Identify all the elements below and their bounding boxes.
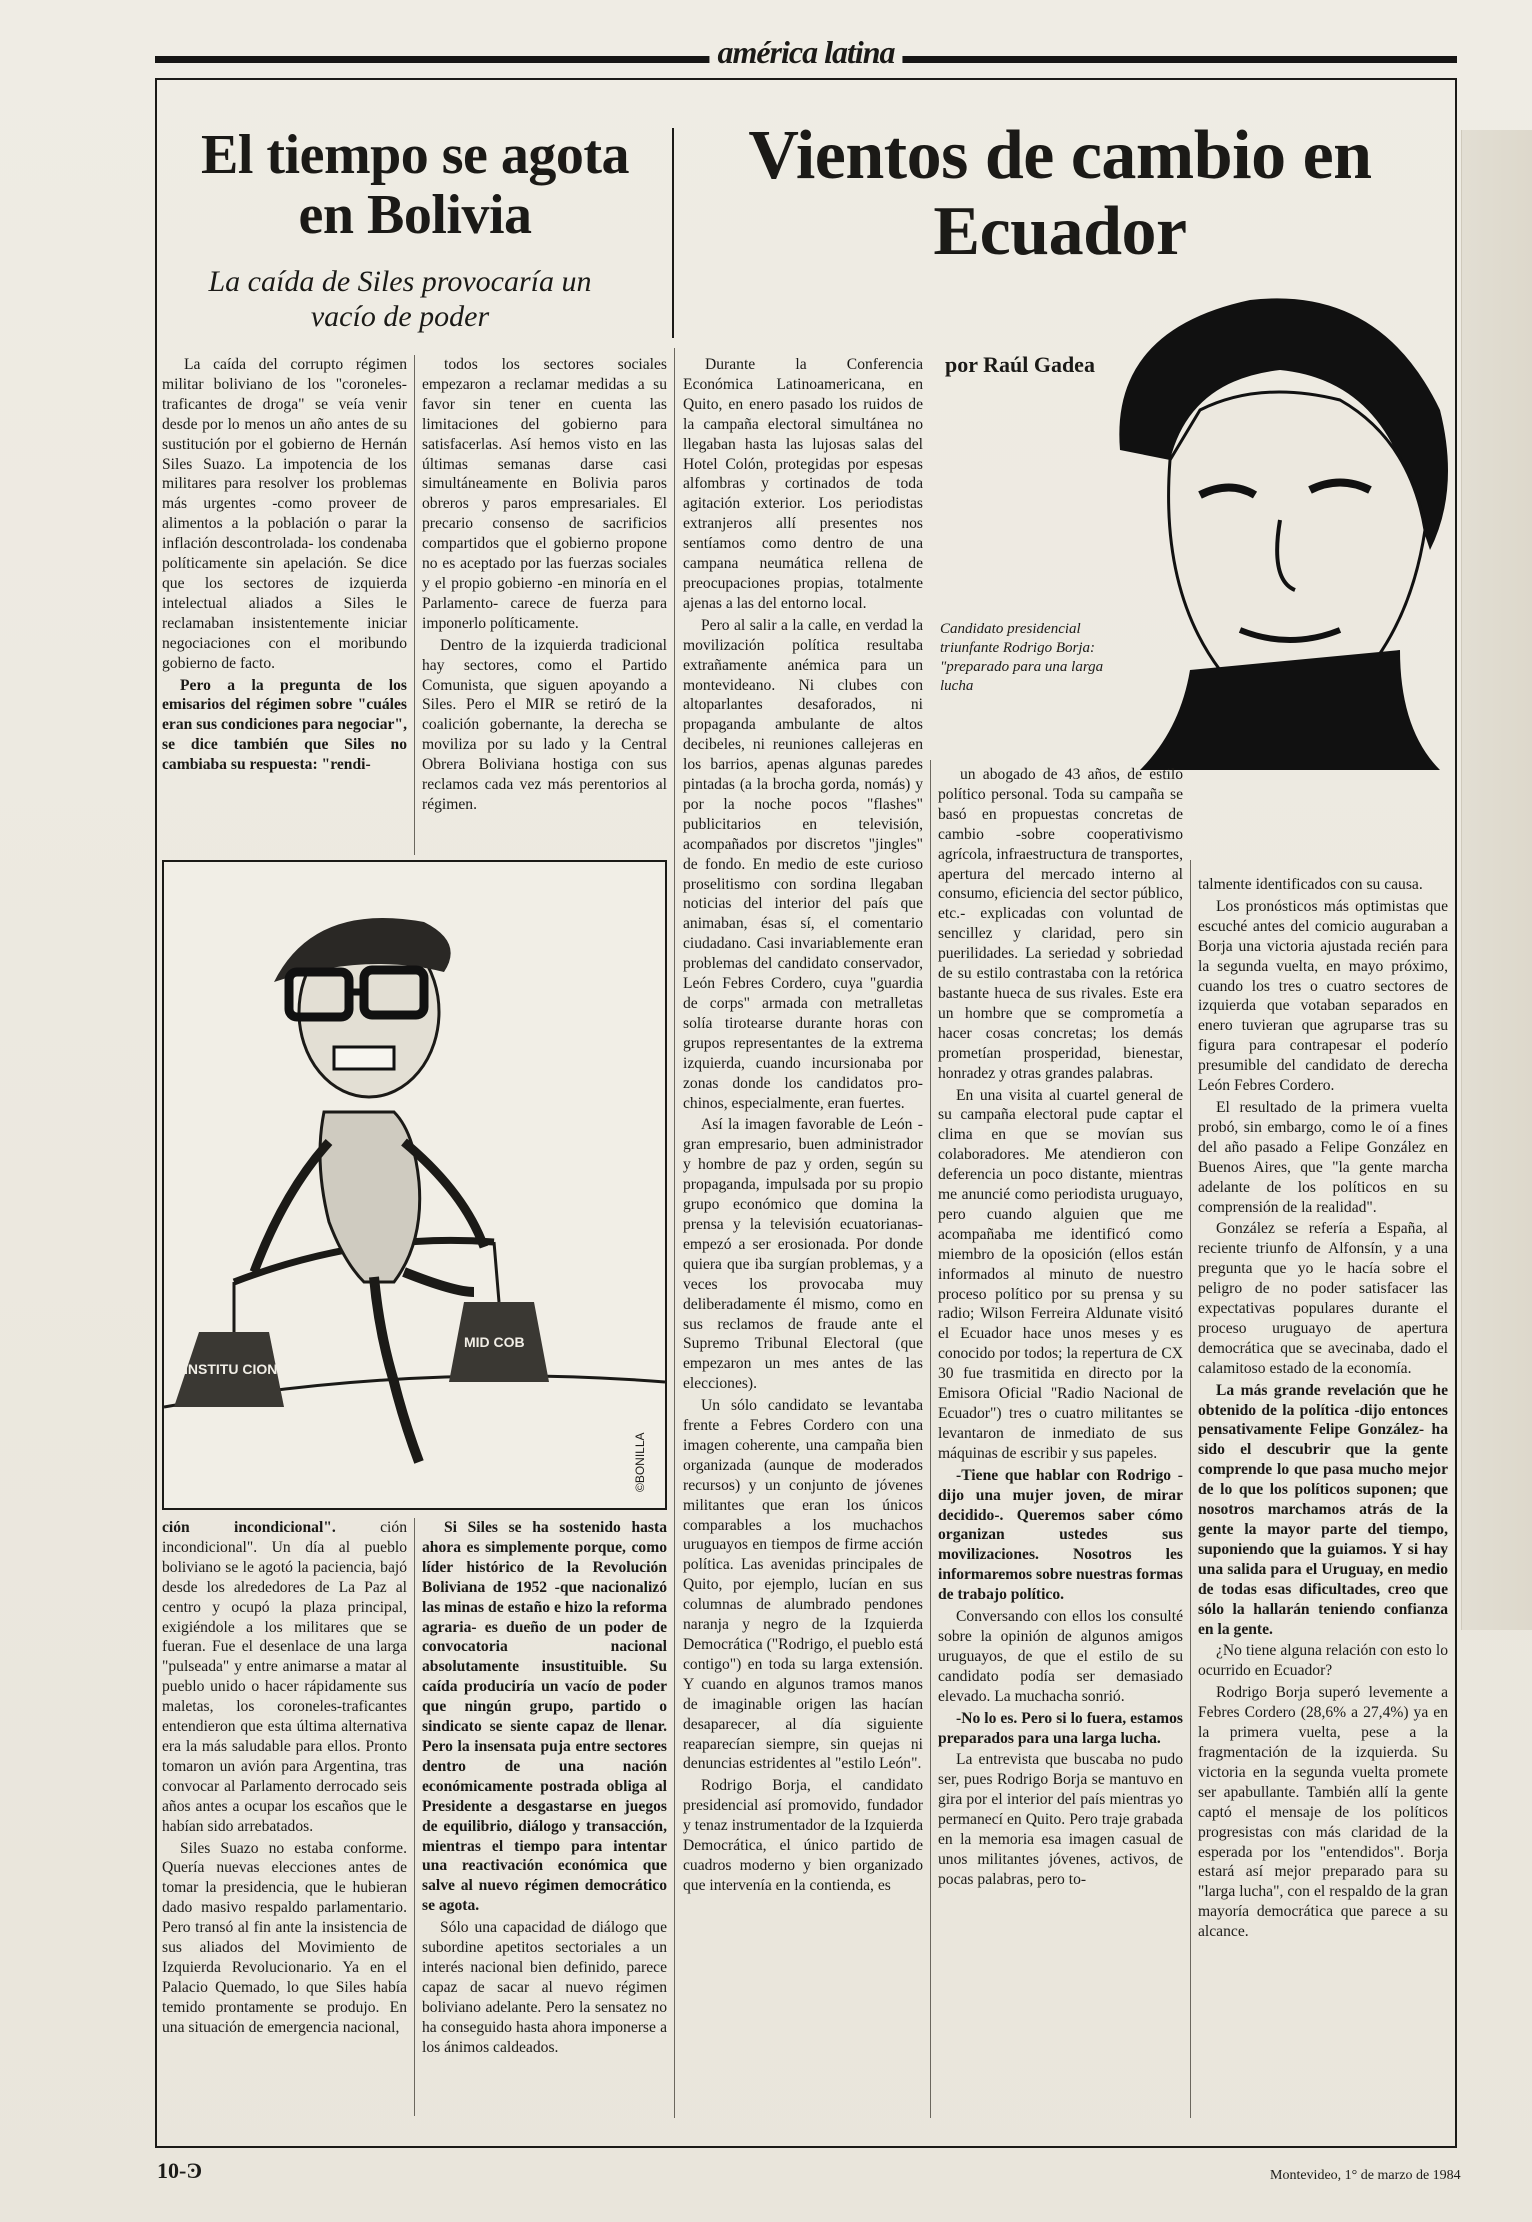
headline-divider	[672, 128, 674, 338]
column-rule	[414, 1518, 415, 2116]
paragraph: Pero a la pregunta de los emisarios del régimen sobre "cuáles eran sus condiciones para negociar", se dice también que Siles no cambiaba su respuesta: "rendi-	[162, 676, 407, 774]
paragraph: Durante la Conferencia Económica Latinoamericana, en Quito, en enero pasado los ruidos de la campaña electoral simultánea no llegaban hasta las lujosas salas del Hotel Colón, protegidas por espesas alfombras y cortinados de toda agitación exterior. Los periodistas extranjeros allí presentes nos sentíamos como dentro de una campana neumática rellena de preocupaciones propias, totalmente ajenas a las del entorno local.	[683, 356, 923, 612]
paragraph: todos los sectores sociales empezaron a reclamar medidas a su favor sin tener en cuenta las limitaciones del gobierno para satisfacerlas. Así hemos visto en las últimas semanas darse casi simultáneamente en Bolivia paros obreros y paros empresariales. El precario consenso de sacrificios compartidos que el gobierno propone no es aceptado por las fuerzas sociales y el propio gobierno -en minoría en el Parlamento- carece de fuerza para imponerlo políticamente.	[422, 356, 667, 632]
paragraph: El resultado de la primera vuelta probó, sin embargo, como le oí a fines del año pasado a Felipe González en Buenos Aires, que "la gente marcha adelante de los políticos en su comprensión de la realidad".	[1198, 1098, 1448, 1216]
cartoon-drawing	[164, 862, 665, 1508]
left-col1-bottom	[162, 1518, 407, 2116]
column-rule	[930, 760, 931, 2118]
column-rule	[414, 355, 415, 855]
section-label: américa latina	[709, 34, 902, 71]
weight-left-label: INSTITU CIONES	[184, 1361, 297, 1377]
right-col3	[683, 355, 923, 2117]
editorial-cartoon	[162, 860, 667, 1510]
paragraph: ¿No tiene alguna relación con esto lo ocurrido en Ecuador?	[1198, 1642, 1448, 1680]
article-divider	[674, 348, 675, 2118]
paragraph: Un sólo candidato se levantaba frente a Febres Cordero con una imagen coherente, una campaña bien organizada (aunque de moderados recursos) y un conjunto de jóvenes militantes que eran los únicos comparables a los muchachos uruguayos en tiempos de firme acción política. Las avenidas principales de Quito, por ejemplo, lucían en sus columnas de alumbrado pendones naranja y negro de la Izquierda Democrática ("Rodrigo, el pueblo está contigo") en toda su larga extensión. Y cuando en algunos tramos manos de imaginable origen las hacían desaparecer, al día siguiente reaparecían siempre, sin quejas ni denuncias estridentes al "estilo León".	[683, 1397, 923, 1773]
paragraph: González se refería a España, al reciente triunfo de Alfonsín, y a una pregunta que yo le hacía sobre el peligro de no poder satisfacer las expectativas populares durante el proceso uruguayo de apertura democrática que se avecinaba, dado el calamitoso estado de la economía.	[1198, 1220, 1448, 1377]
adjacent-page-edge	[1461, 130, 1532, 1630]
paragraph: Conversando con ellos los consulté sobre la opinión de algunos amigos uruguayos, de que el estilo de su candidato podía ser demasiado elevado. La muchacha sonrió.	[938, 1608, 1183, 1705]
column-rule	[1190, 860, 1191, 2118]
paragraph: Rodrigo Borja, el candidato presidencial así promovido, fundador y tenaz instrumentador de la Izquierda Democrática, el único partido de cuadros moderno y bien organizado que intervenía en la contienda, es	[683, 1777, 923, 1894]
paragraph: Dentro de la izquierda tradicional hay sectores, como el Partido Comunista, que siguen apoyando a Siles. Pero el MIR se retiró de la coalición gobernante, la derecha se moviliza por su lado y la Central Obrera Boliviana hostiga con sus reclamos cada vez más perentorios al régimen.	[422, 636, 667, 813]
paragraph: Siles Suazo no estaba conforme. Quería nuevas elecciones antes de tomar la presidencia, que le hubieran dado masivo respaldo parlamentario. Pero transó al fin ante la insistencia de sus aliados del Movimiento de Izquierda Revolucionario. Ya en el Palacio Quemado, lo que Siles había temido prontamente se produjo. En una situación de emergencia nacional,	[162, 1839, 407, 2036]
right-col4	[938, 765, 1183, 2117]
paragraph: Si Siles se ha sostenido hasta ahora es simplemente porque, como líder histórico de la Revolución Boliviana de 1952 -que nacionalizó las minas de estaño e hizo la reforma agraria- es dueño de un poder de convocatoria nacional absolutamente insustituible. Su caída produciría un vacío de poder que ningún grupo, partido o sindicato se siente capaz de llenar. Pero la insensata puja entre sectores dentro de una nación económicamente postrada obliga al Presidente a desgastarse en juegos de equilibrio, diálogo y transacción, mientras el tiempo para intentar una reactivación económica que salve al nuevo régimen democrático se agota.	[422, 1519, 667, 1915]
paragraph: Los pronósticos más optimistas que escuché antes del comicio auguraban a Borja una victoria ajustada recién para la segunda vuelta, en mayo próximo, cuando los tres o cuatro sectores de izquierda que votaban separados en enero tuvieran que agruparse tras su figura para contrapesar el poderío presumible del candidato de derecha León Febres Cordero.	[1198, 897, 1448, 1095]
right-col5	[1198, 875, 1448, 2117]
left-col2-top	[422, 355, 667, 855]
right-headline: Vientos de cambio en Ecuador	[748, 117, 1372, 270]
paragraph: La caída del corrupto régimen militar boliviano de los "coroneles-traficantes de droga" se veía venir desde por lo menos un año antes de su sustitución por el gobierno de Hernán Siles Suazo. La impotencia de los militares para resolver los problemas más urgentes -como proveer de alimentos a la población o parar la inflación descontrolada- los condenaba políticamente sin apelación. Se dice que los sectores de izquierda intelectual aliados a Siles le reclamaban insistentemente iniciar negociaciones con el moribundo gobierno de facto.	[162, 356, 407, 672]
photo-caption: Candidato presidencial triunfante Rodrigo Borja: "preparado para una larga lucha	[940, 621, 1104, 694]
portrait-drawing	[1080, 290, 1470, 770]
weight-right-label: MID COB	[464, 1334, 525, 1350]
paragraph: talmente identificados con su causa.	[1198, 876, 1423, 893]
paragraph: En una visita al cuartel general de su campaña electoral pude captar el clima en que se movían sus colaboradores. Me atendieron con deferencia un poco distante, mientras me anuncié como periodista uruguayo, pero cuando alguien que me acompañaba me identificó como miembro de la oposición (ellos están informados al minuto de nuestro proceso político por su prensa y su radio; Wilson Ferreira Aldunate visitó el Ecuador hace unos meses y es conocido por todos; la repertura de CX 30 fue trasmitida en directo por la Emisora Oficial "Radio Nacional de Ecuador") tres o cuatro militantes se levantaron de inmediato de sus máquinas de escribir y sus papeles.	[938, 1086, 1183, 1462]
paragraph: -Tiene que hablar con Rodrigo -dijo una mujer joven, de mirar decidido-. Queremos saber cómo organizan ustedes sus movilizaciones. Nosotros les informaremos sobre nuestras formas de trabajo político.	[938, 1466, 1183, 1604]
left-col1-top	[162, 355, 407, 855]
page-number: 10-Ͽ	[157, 2158, 203, 2183]
paragraph: Así la imagen favorable de León -gran empresario, buen administrador y hombre de paz y orden, según su propaganda, impulsada por su propio grupo económico que domina la prensa y la televisión ecuatorianas- empezó a ser erosionada. Por donde quiera que iba surgían problemas, y a veces los provocaba muy deliberadamente él mismo, como en sus reclamos de fraude ante el Supremo Tribunal Electoral (que empezaron un mes antes de las elecciones).	[683, 1116, 923, 1393]
paragraph: Sólo una capacidad de diálogo que subordine apetitos sectoriales a un interés nacional bien definido, parece capaz de sacar al nuevo régimen boliviano adelante. Pero la sensatez no ha conseguido hasta ahora imponerse a los ánimos caldeados.	[422, 1919, 667, 2056]
left-headline: El tiempo se agota en Bolivia	[200, 124, 630, 247]
cartoonist-signature: ©BONILLA	[633, 1432, 647, 1492]
dateline: Montevideo, 1° de marzo de 1984	[1270, 2168, 1461, 2183]
paragraph: -No lo es. Pero si lo fuera, estamos preparados para una larga lucha.	[938, 1709, 1183, 1747]
byline: por Raúl Gadea	[945, 352, 1095, 377]
paragraph: Pero al salir a la calle, en verdad la movilización política resultaba extrañamente anémica para un montevideano. Ni clubes con altoparlantes desaforados, ni propaganda ambulante de altos decibeles, ni reuniones callejeras en los barrios, apenas algunas paredes pintadas (a la brocha gorda, nomás) y por la noche pocos "flashes" publicitarios en televisión, acompañados por discretos "jingles" de fondo. En medio de este curioso proselitismo con sordina llegaban noticias del interior del país que animaban, ésas sí, el comentario ciudadano. Casi invariablemente eran problemas del candidato conservador, León Febres Cordero, cuya "guardia de corps" armada con metralletas solía tirotearse durante horas con grupos representantes de la extrema izquierda, cuando incursionaba por zonas donde los candidatos pro-chinos, especialmente, eran fuertes.	[683, 616, 923, 1112]
paragraph: ción incondicional". ción incondicional". Un día al pueblo boliviano se le agotó la paciencia, bajó desde los alrededores de La Paz al centro y ocupó la plaza principal, exigiéndole a los militares que se fueran. Fue el desenlace de una larga "pulseada" y entre animarse a matar al pueblo unido o hacer rápidamente sus maletas, los coroneles-traficantes entendieron que esta última alternativa era la más saludable para ellos. Pronto tomaron un avión para Argentina, tras convocar al Parlamento derrocado seis años antes a ocupar los escaños que le habían sido arrebatados.	[162, 1519, 407, 1835]
portrait-photo	[1080, 290, 1470, 770]
paragraph: Rodrigo Borja superó levemente a Febres Cordero (28,6% a 27,4%) ya en la primera vuelta, pese a la fragmentación de la izquierda. Su victoria en la segunda vuelta promete ser apabullante. También allí la gente captó el mensaje de los políticos progresistas con más claridad de la esperada por los "entendidos". Borja estará así mejor preparado para su "larga lucha", con el respaldo de la gran mayoría democrática que parece a su alcance.	[1198, 1684, 1448, 1941]
paragraph: La más grande revelación que he obtenido de la política -dijo entonces pensativamente Felipe González- ha sido el descubrir que la gente comprende lo que pasa mucho mejor de lo que los políticos suponen; que nosotros marchamos atrás de la gente la mayor parte del tiempo, suponiendo que la guiamos. Y si hay una salida para el Uruguay, en medio de todas esas dificultades, creo que sólo la hallarán teniendo confianza en la gente.	[1198, 1381, 1448, 1638]
section-header	[155, 34, 1457, 70]
publication-logo-icon: Ͽ	[186, 2158, 203, 2183]
paragraph: La entrevista que buscaba no pudo ser, pues Rodrigo Borja se mantuvo en gira por el interior del país mientras yo permanecí en Quito. Pero traje grabada en la memoria esa imagen casual de unos militantes jóvenes, activos, de pocas palabras, pero to-	[938, 1751, 1183, 1888]
left-col2-bottom	[422, 1518, 667, 2116]
paragraph: un abogado de 43 años, de estilo político personal. Toda su campaña se basó en propuestas concretas de cambio -sobre cooperativismo agrícola, infraestructura de transportes, apertura del mercado interno al consumo, eficiencia del sector público, etc.- explicadas con voluntad de sencillez y claridad, pero sin puerilidades. La seriedad y sobriedad de su estilo contrastaba con la retórica bastante hueca de sus rivales. Este era un hombre que se comprometía a hacer cosas concretas; los demás prometían prosperidad, bienestar, honradez y otras grandes palabras.	[938, 766, 1183, 1082]
left-deck: La caída de Siles provocaría un vacío de poder	[208, 265, 592, 333]
